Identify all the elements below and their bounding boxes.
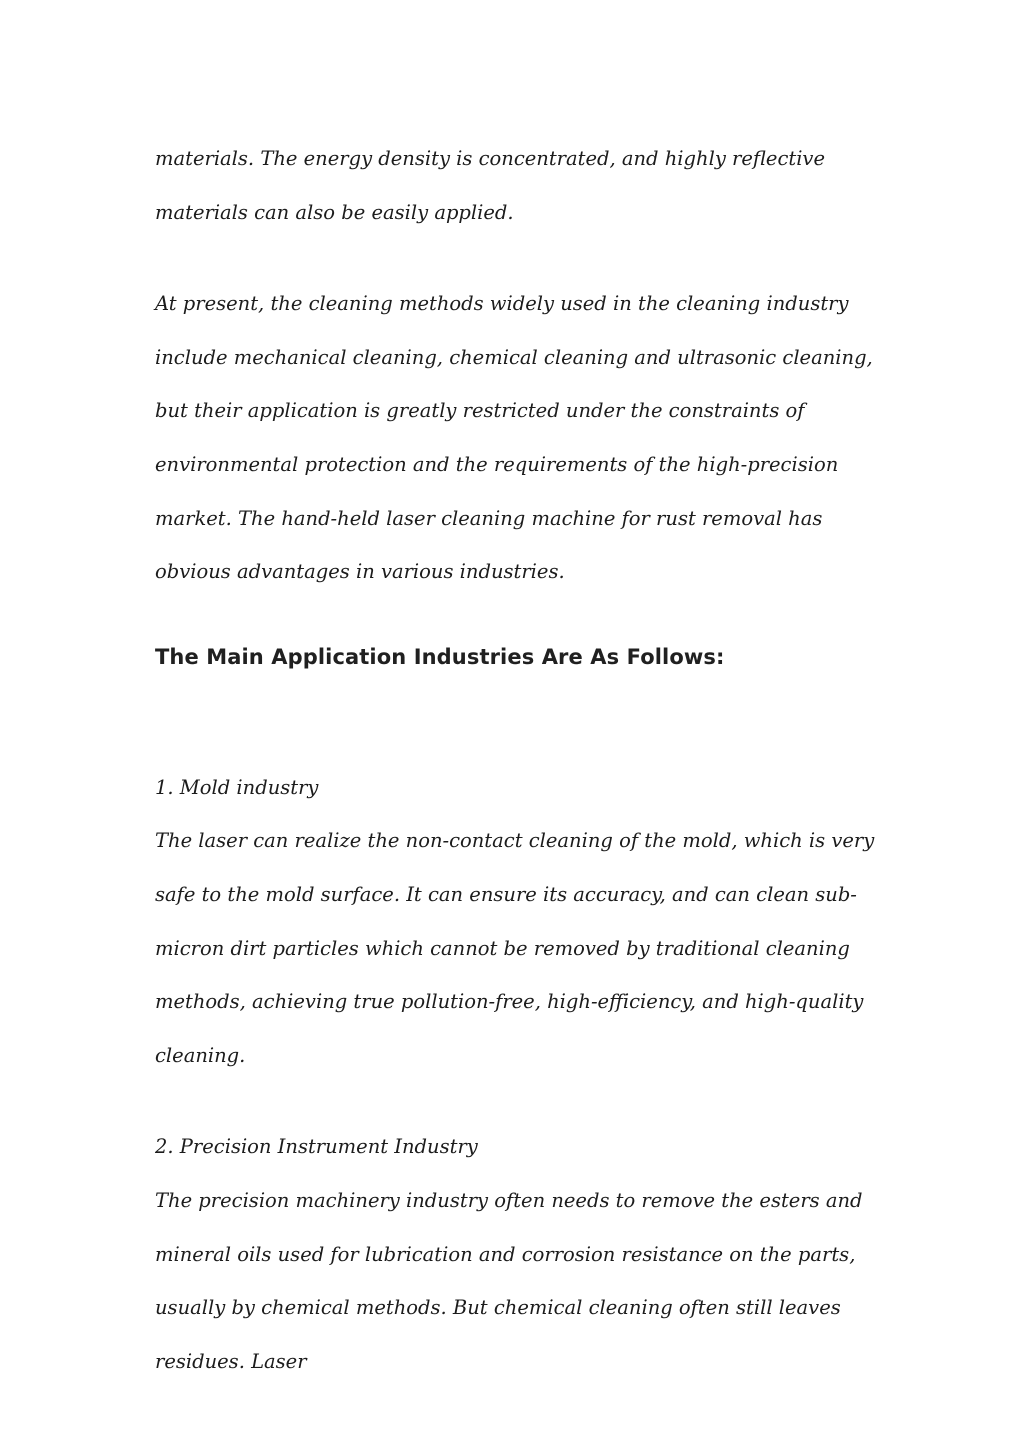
item-title-mold-industry: 1. Mold industry	[155, 775, 319, 799]
item-body-mold-industry: The laser can realize the non-contact cleaning of the mold, which is very safe to the mold surface. It can ensure its accuracy, and can clean sub-micron dirt particles which cannot be removed by traditional cleaning methods, achieving true pollution-free, high-efficiency, and high-quality cleaning.	[155, 829, 875, 1067]
item-body-precision-instrument: The precision machinery industry often needs to remove the esters and mineral oils used for lubrication and corrosion resistance on the parts, usually by chemical methods. But chemical cleaning often still leaves residues. Laser	[155, 1188, 863, 1373]
paragraph-intro-continuation: materials. The energy density is concentrated, and highly reflective materials can also be easily applied.	[155, 147, 825, 224]
section-heading: The Main Application Industries Are As Follows:	[155, 644, 725, 669]
paragraph-present-methods: At present, the cleaning methods widely used in the cleaning industry include mechanical cleaning, chemical cleaning and ultrasonic cleaning, but their application is greatly restricted under the constraints of environmental protection and the requirements of the high-precision market. The hand-held laser cleaning machine for rust removal has obvious advantages in various industries.	[155, 292, 873, 584]
document-body	[155, 132, 885, 1388]
item-title-precision-instrument: 2. Precision Instrument Industry	[155, 1135, 478, 1159]
